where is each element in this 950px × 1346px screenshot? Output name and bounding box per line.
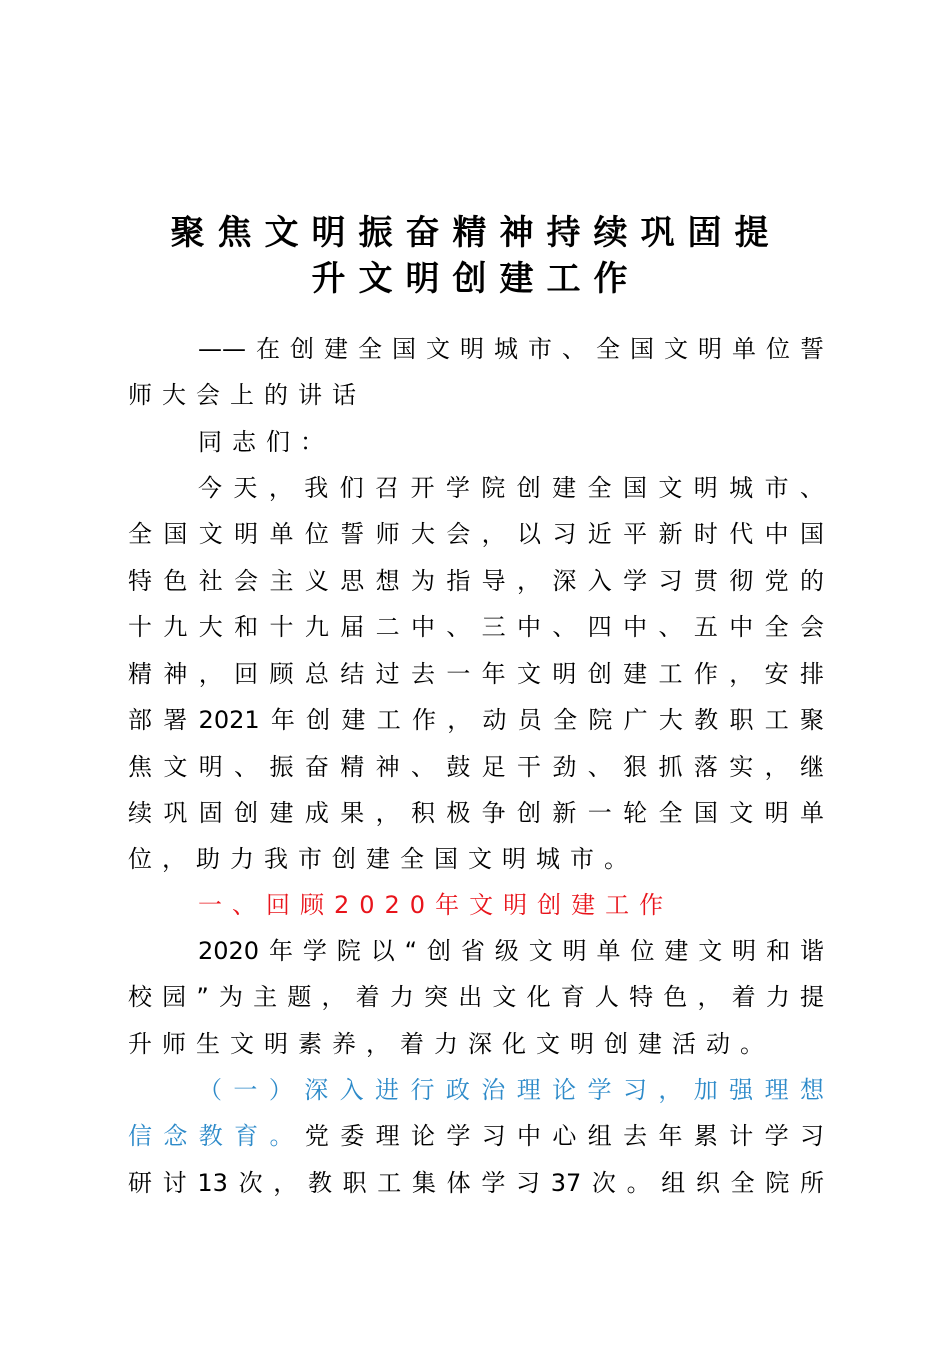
section-paragraph-line: 升师生文明素养，着力深化文明创建活动。 xyxy=(128,1030,774,1058)
subtitle-line-1: ——在创建全国文明城市、全国文明单位誓 xyxy=(198,335,824,363)
document-title-line-1: 聚焦文明振奋精神持续巩固提 xyxy=(170,213,782,253)
intro-line: 续巩固创建成果，积极争创新一轮全国文明单 xyxy=(128,799,824,827)
intro-line: 位，助力我市创建全国文明城市。 xyxy=(128,845,638,873)
section-heading: 一、回顾2020年文明创建工作 xyxy=(198,891,674,919)
subsection-heading-line-1: （一）深入进行政治理论学习，加强理想 xyxy=(198,1076,824,1104)
intro-line: 全国文明单位誓师大会，以习近平新时代中国 xyxy=(128,520,824,548)
subtitle-line-2: 师大会上的讲话 xyxy=(128,381,366,409)
intro-line: 十九大和十九届二中、三中、四中、五中全会 xyxy=(128,613,824,641)
subsection-line-2 xyxy=(128,1113,824,1160)
intro-line: 特色社会主义思想为指导，深入学习贯彻党的 xyxy=(128,567,824,595)
intro-line: 精神，回顾总结过去一年文明创建工作，安排 xyxy=(128,660,824,688)
subsection-text: 党委理论学习中心组去年累计学习 xyxy=(304,1122,825,1150)
salutation: 同志们： xyxy=(198,428,334,456)
intro-line: 焦文明、振奋精神、鼓足干劲、狠抓落实，继 xyxy=(128,753,824,781)
document-title-line-2: 升文明创建工作 xyxy=(311,259,641,299)
intro-line: 部署2021年创建工作，动员全院广大教职工聚 xyxy=(128,706,824,734)
intro-line: 今天，我们召开学院创建全国文明城市、 xyxy=(198,474,824,502)
subsection-text-line: 研讨13次，教职工集体学习37次。组织全院所 xyxy=(128,1169,824,1197)
section-paragraph-line: 2020年学院以“创省级文明单位建文明和谐 xyxy=(198,937,824,965)
subsection-heading-line-2: 信念教育。 xyxy=(128,1122,305,1150)
section-paragraph-line: 校园”为主题，着力突出文化育人特色，着力提 xyxy=(128,983,824,1011)
